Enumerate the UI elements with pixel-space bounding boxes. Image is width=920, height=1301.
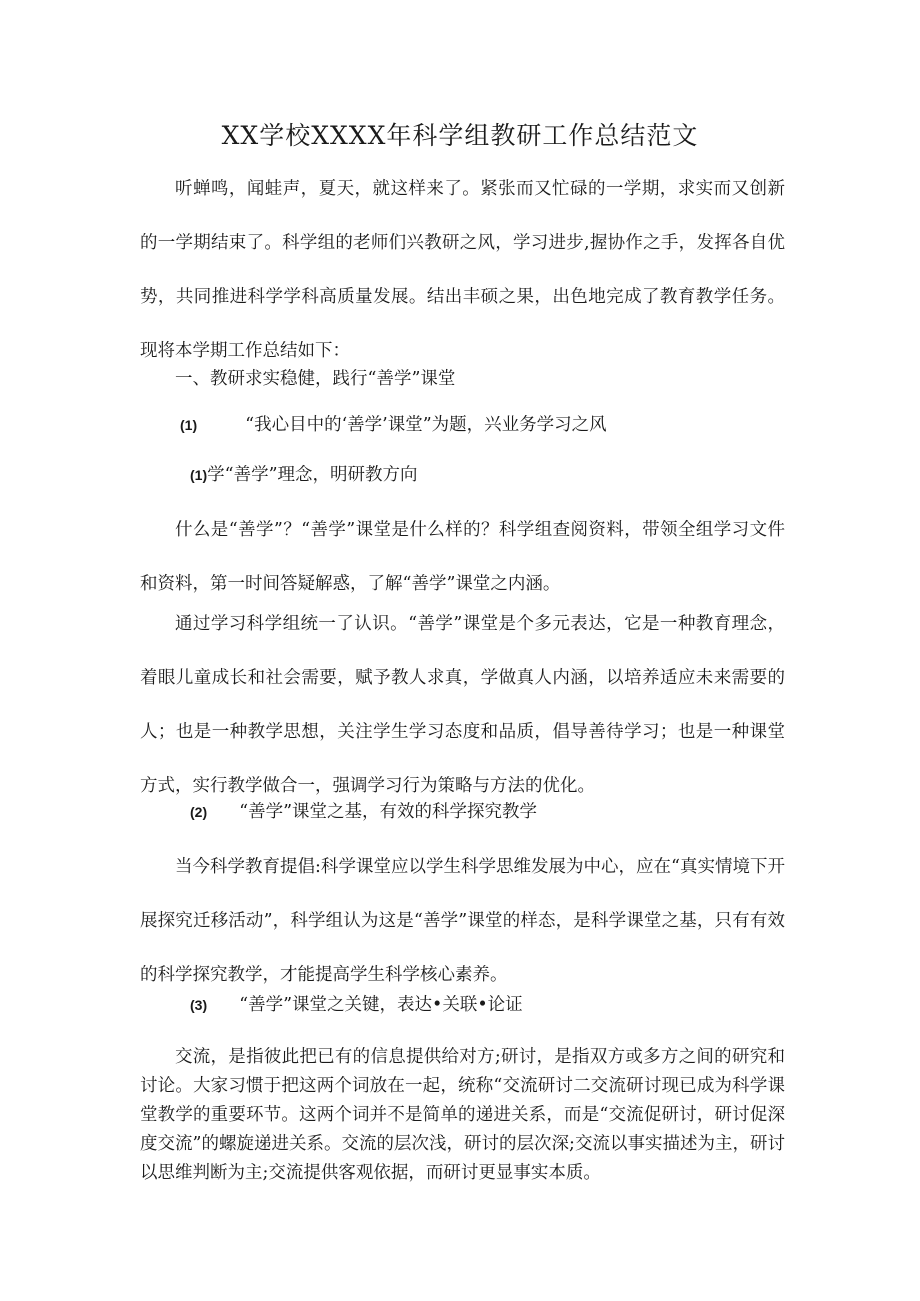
subheading-3 bbox=[190, 990, 523, 1020]
subheading-1 bbox=[180, 410, 607, 440]
subsubheading-1 bbox=[190, 460, 418, 490]
intro-paragraph: 听蝉鸣，闻蛙声，夏天，就这样来了。紧张而又忙碌的一学期，求实而又创新的一学期结束了。科学组的老师们兴教研之风，学习进步,握协作之手，发挥各自优势，共同推进科学学科高质量发展。结出丰硕之果，出色地完成了教育教学任务。现将本学期工作总结如下： bbox=[140, 179, 785, 361]
subsubheading-1-number: (1) bbox=[190, 467, 208, 483]
document-title: XX学校XXXX年科学组教研工作总结范文 bbox=[221, 121, 699, 150]
paragraph-4: 交流，是指彼此把已有的信息提供给对方;研讨，是指双方或多方之间的研究和讨论。大家习惯于把这两个词放在一起，统称“交流研讨二交流研讨现已成为科学课堂教学的重要环节。这两个词并不是简单的递进关系，而是“交流促研讨，研讨促深度交流”的螺旋递进关系。交流的层次浅，研讨的层次深;交流以事实描述为主，研讨以思维判断为主;交流提供客观依据，而研讨更显事实本质。 bbox=[140, 1047, 785, 1183]
subheading-2 bbox=[190, 797, 537, 827]
subheading-3-text: “善学”课堂之关键，表达•关联•论证 bbox=[239, 995, 523, 1015]
subsubheading-1-text: 学“善学”理念，明研教方向 bbox=[207, 465, 418, 485]
paragraph-1: 什么是“善学”？“善学”课堂是什么样的？科学组查阅资料，带领全组学习文件和资料，第一时间答疑解惑，了解“善学”课堂之内涵。 bbox=[140, 520, 785, 594]
paragraph-2: 通过学习科学组统一了认识。“善学”课堂是个多元表达，它是一种教育理念，着眼儿童成长和社会需要，赋予教人求真，学做真人内涵，以培养适应未来需要的人；也是一种教学思想，关注学生学习态度和品质，倡导善待学习；也是一种课堂方式，实行教学做合一，强调学习行为策略与方法的优化。 bbox=[140, 614, 785, 796]
subheading-1-number: (1) bbox=[180, 417, 198, 433]
section-heading-1: 一、教研求实稳健，践行“善学”课堂 bbox=[175, 369, 456, 389]
paragraph-3: 当今科学教育提倡:科学课堂应以学生科学思维发展为中心，应在“真实情境下开展探究迁移活动”，科学组认为这是“善学”课堂的样态，是科学课堂之基，只有有效的科学探究教学，才能提高学生科学核心素养。 bbox=[140, 857, 785, 985]
subheading-2-number: (2) bbox=[190, 804, 208, 820]
subheading-3-number: (3) bbox=[190, 997, 208, 1013]
subheading-2-text: “善学”课堂之基，有效的科学探究教学 bbox=[239, 802, 538, 822]
subheading-1-text: “我心目中的‘善学’课堂”为题，兴业务学习之风 bbox=[245, 415, 607, 435]
